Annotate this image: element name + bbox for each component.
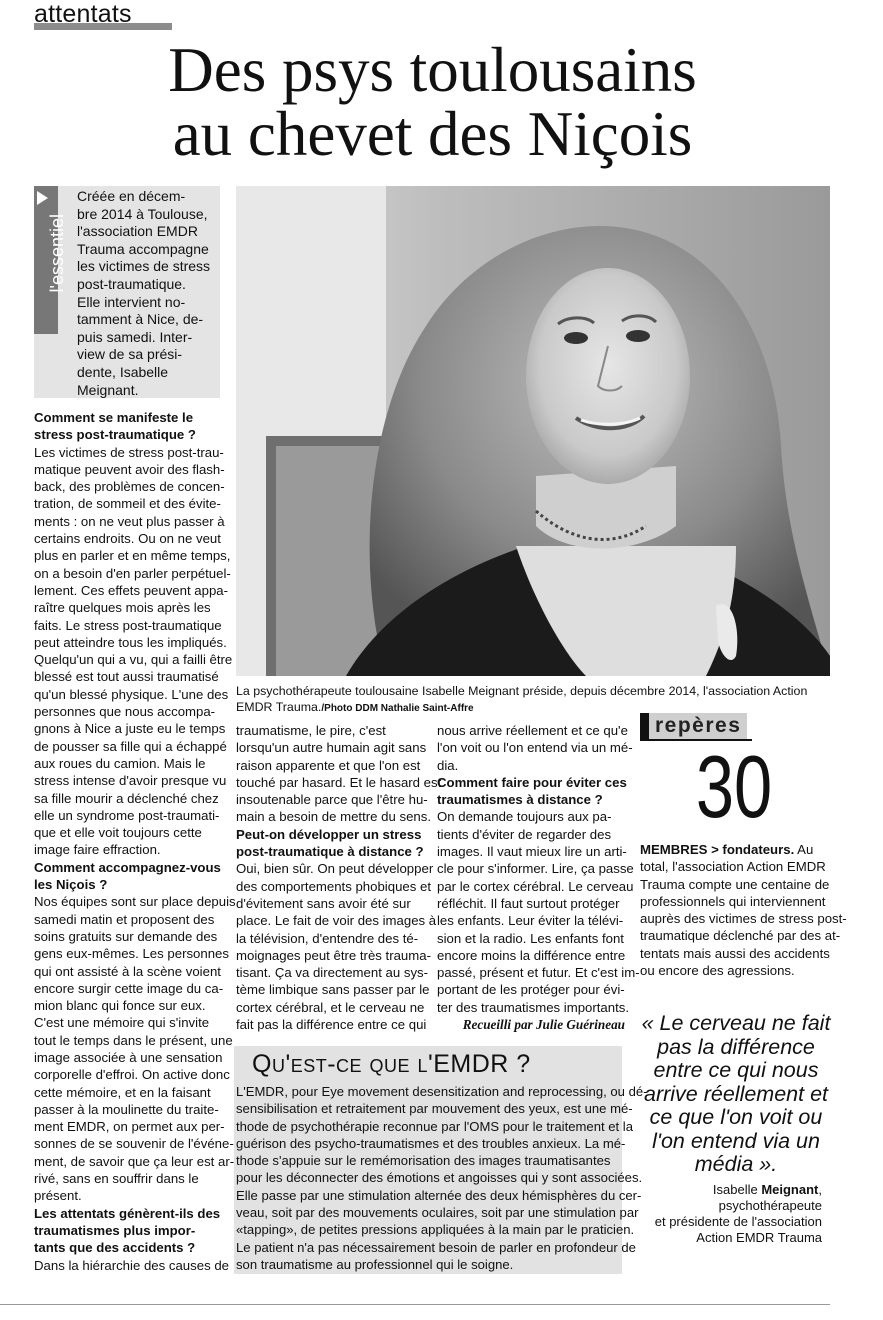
portrait-photo (236, 186, 830, 676)
text-line: encore moins la différence entre (437, 947, 626, 963)
quote-line: entre ce qui nous (653, 1058, 819, 1082)
text-line: lorsqu'un autre humain agit sans (236, 740, 427, 756)
text-line: par le cortex cérébral. Le cerveau (437, 878, 634, 894)
rubric-label: attentats (34, 0, 132, 28)
article-column-2 (236, 722, 442, 1033)
portrait-illustration (236, 186, 830, 676)
text-line: Les attentats génèrent-ils des (34, 1205, 221, 1221)
essentiel-line: view de sa prési- (77, 346, 183, 363)
text-line: passé, présent et futur. Et c'est im- (437, 965, 640, 981)
text-line: dia. (437, 757, 459, 773)
interview-answer (34, 444, 233, 859)
reperes-line: ou encore des agressions. (640, 963, 795, 979)
emdr-line: thode de psychothérapie reconnue par l'OMS pour le traitement et la (236, 1118, 634, 1134)
text-line: samedi matin et proposent des (34, 911, 215, 927)
text-line: Comment faire pour éviter ces (437, 774, 627, 790)
quote-line: média ». (694, 1152, 778, 1176)
interview-answer (34, 893, 236, 1204)
emdr-line: thode s'appuie sur le remémorisation des images traumatisantes (236, 1153, 611, 1169)
essentiel-line: l'association EMDR (77, 223, 198, 240)
headline (60, 35, 805, 169)
headline-line-1: Des psys toulousains (168, 35, 697, 105)
photo-credit: /Photo DDM Nathalie Saint-Affre (321, 702, 474, 714)
text-line: tout le temps dans le présent, une (34, 1032, 233, 1048)
text-line: rivé, sans en souffrir dans le (34, 1171, 199, 1187)
text-line: mion blanc qui fonce sur eux. (34, 998, 206, 1014)
quote-author-name (640, 1182, 822, 1198)
interview-question (34, 1205, 221, 1257)
author-last-name: Meignant (761, 1182, 819, 1197)
reperes-line: Au (794, 842, 814, 857)
interview-question (437, 774, 625, 809)
quote-line: arrive réellement et (643, 1081, 829, 1106)
text-line: images. Il vaut mieux lire un arti- (437, 844, 627, 860)
text-line: blessé est tout aussi traumatisé (34, 669, 219, 685)
text-line: qui ont assisté à la scène voient (34, 963, 221, 979)
interview-question (34, 859, 221, 894)
reperes-number: 30 (695, 737, 773, 836)
reperes-line: Trauma compte une centaine de (640, 876, 830, 892)
text-line: tients d'éviter de regarder des (437, 826, 612, 842)
text-line: elle un syndrome post-traumati- (34, 807, 220, 823)
interview-answer (34, 1257, 229, 1274)
reperes-lead: MEMBRES > fondateurs. (640, 842, 795, 857)
text-line: Les victimes de stress post-trau- (34, 444, 224, 460)
text-line: ment, de savoir que ça leur est ar- (34, 1153, 235, 1169)
text-line: traumatismes plus impor- (34, 1222, 196, 1238)
text-line: On demande toujours aux pa- (437, 809, 612, 825)
text-line: sa fille mourir a déclenché chez (34, 790, 219, 806)
text-line: faits. Le stress post-traumatique (34, 617, 222, 633)
essentiel-line: Créée en décem- (77, 188, 186, 204)
author-role-line: Action EMDR Trauma (696, 1230, 822, 1245)
text-line: personnes que nous accompa- (34, 704, 216, 720)
emdr-text (236, 1083, 648, 1273)
author-role-line: psychothérapeute (718, 1198, 822, 1213)
essentiel-line: Meignant. (77, 381, 139, 398)
text-line: Oui, bien sûr. On peut développer (236, 861, 434, 877)
author-role-line: et présidente de l'association (654, 1214, 822, 1229)
interview-answer (437, 808, 640, 1016)
reperes-line: total, l'association Action EMDR (640, 859, 826, 875)
quote-author (640, 1182, 822, 1246)
text-line: Comment accompagnez-vous (34, 859, 221, 875)
essentiel-line: dente, Isabelle (77, 363, 169, 380)
pull-quote (640, 1012, 832, 1177)
text-line: l'on voit ou l'on entend via un mé- (437, 740, 633, 756)
emdr-line: Elle passe par une stimulation alternée des deux hémisphères du cer- (236, 1187, 642, 1203)
byline: Recueilli par Julie Guérineau (462, 1017, 625, 1033)
author-first-name: Isabelle (712, 1182, 762, 1197)
text-line: gnons à Nice a juste eu le temps (34, 721, 226, 737)
quote-line: pas la différence (657, 1034, 815, 1059)
reperes-line: auprès des victimes de stress post- (640, 911, 847, 927)
text-line: sonnes de se souvenir de l'événe- (34, 1136, 234, 1152)
essentiel-line: tamment à Nice, de- (77, 311, 204, 328)
text-line: tisant. Ça va directement au sys- (236, 965, 429, 981)
reperes-marker (640, 713, 649, 741)
text-line: back, des problèmes de concen- (34, 479, 225, 495)
essentiel-line: Elle intervient no- (77, 293, 186, 310)
text-line: touché par hasard. Et le hasard est (236, 774, 442, 790)
text-line: traumatisme, le pire, c'est (236, 723, 386, 738)
author-comma: , (818, 1182, 822, 1197)
text-line: cortex cérébral, et le cerveau ne (236, 999, 425, 1015)
text-line: corporelle d'effroi. On active donc (34, 1067, 230, 1083)
text-line: ment EMDR, on permet aux per- (34, 1119, 225, 1135)
text-line: raison apparente et que l'on est (236, 757, 421, 773)
text-line: cle pour s'informer. Lire, ça passe (437, 861, 634, 877)
emdr-line: son traumatisme au professionnel qui le soigne. (236, 1256, 514, 1272)
essentiel-line: puis samedi. Inter- (77, 328, 193, 345)
text-line: lement. Ces effets peuvent appa- (34, 582, 229, 598)
text-line: nous arrive réellement et ce qu'e (437, 723, 628, 738)
text-line: cette mémoire, et en la faisant (34, 1084, 211, 1100)
headline-line-2: au chevet des Niçois (172, 99, 693, 169)
text-line: passer à la moulinette du traite- (34, 1101, 219, 1117)
reperes-line: traumatique déclenché par des at- (640, 928, 841, 944)
text-line: qu'un blessé physique. L'une des (34, 686, 229, 702)
text-line: les enfants. Leur éviter la télévi- (437, 913, 624, 929)
text-line: stress intense d'avoir presque vu (34, 773, 227, 789)
quote-line: ce que l'on voit ou (649, 1105, 823, 1129)
quote-line: « Le cerveau ne fait (641, 1011, 831, 1035)
reperes-line: professionnels qui interviennent (640, 893, 826, 909)
text-line: encore surgir cette image du ca- (34, 980, 224, 996)
text-line: aux roues du camion. Mais le (34, 755, 206, 771)
text-line: présent. (34, 1188, 82, 1204)
text-line: d'évitement sans avoir été sur (236, 895, 411, 911)
essentiel-text (77, 188, 217, 399)
text-line: réfléchit. Il faut surtout protéger (437, 895, 620, 911)
text-line: Quelqu'un qui a vu, qui a failli être (34, 652, 233, 668)
text-line: Peut-on développer un stress (236, 826, 422, 842)
emdr-line: «tapping», de petites pressions appliquées à la main par le praticien. (236, 1222, 635, 1238)
text-line: image associée à une sensation (34, 1049, 223, 1065)
text-line: Nos équipes sont sur place depuis (34, 894, 236, 910)
text-line: certains endroits. Ou on ne veut (34, 531, 221, 547)
text-line: image faire effraction. (34, 842, 161, 858)
rubric (34, 0, 174, 30)
text-line: Comment se manifeste le (34, 410, 194, 425)
text-line: tème limbique sans passer par le (236, 982, 430, 998)
emdr-line: L'EMDR, pour Eye movement desensitization and reprocessing, ou dé- (236, 1084, 648, 1099)
text-line: C'est une mémoire qui s'invite (34, 1015, 210, 1031)
emdr-line: guérison des psycho-traumatismes et des troubles anxieux. La mé- (236, 1135, 626, 1151)
interview-answer (437, 722, 633, 774)
reperes-text (640, 841, 847, 979)
reperes-line: tentats mais aussi des accidents (640, 945, 830, 961)
essentiel-line: post-traumatique. (77, 275, 186, 292)
photo-caption (236, 684, 832, 716)
essentiel-line: Trauma accompagne (77, 240, 209, 257)
text-line: fait pas la différence entre ce qui (236, 1017, 427, 1033)
text-line: raître quelques mois après les (34, 600, 211, 616)
text-line: tants que des accidents ? (34, 1240, 196, 1256)
text-line: ter des traumatismes importants. (437, 999, 630, 1015)
article-column-1 (34, 409, 236, 1274)
text-line: Dans la hiérarchie des causes de (34, 1257, 229, 1273)
emdr-line: Le patient n'a pas nécessairement besoin de parler en profondeur de (236, 1239, 636, 1255)
text-line: les Niçois ? (34, 877, 108, 893)
reperes-label: repères (649, 713, 747, 739)
text-line: de pousser sa fille qui a échappé (34, 738, 227, 754)
text-line: sion et la radio. Les enfants font (437, 930, 624, 946)
text-line: post-traumatique à distance ? (236, 844, 424, 860)
text-line: portant de les protéger pour évi- (437, 982, 625, 998)
text-line: la télévision, d'entendre des té- (236, 930, 419, 946)
text-line: stress post-traumatique ? (34, 427, 196, 443)
interview-answer (236, 722, 442, 826)
emdr-line: sensibilisation et retraitement par mouvement des yeux, est une mé- (236, 1101, 633, 1117)
arrow-right-icon (37, 191, 48, 205)
text-line: main a besoin de mettre du sens. (236, 809, 431, 825)
emdr-line: pour les déconnecter des émotions et angoisses qui y sont associées. (236, 1170, 643, 1186)
emdr-line: veau, soit par des mouvements oculaires, soit par une stimulation par (236, 1205, 639, 1221)
text-line: insoutenable parce que l'être hu- (236, 792, 428, 808)
reperes-lead-line (640, 841, 830, 858)
text-line: gens eux-mêmes. Les personnes (34, 946, 229, 962)
article-column-3 (437, 722, 640, 1033)
interview-answer (236, 860, 437, 1033)
text-line: plus en parler et en même temps, (34, 548, 231, 564)
text-line: peut atteindre tous les impliqués. (34, 634, 227, 650)
essentiel-line: les victimes de stress (77, 258, 211, 275)
bottom-rule (0, 1304, 830, 1305)
text-line: des comportements phobiques et (236, 878, 431, 894)
text-line: tration, de sommeil et des évite- (34, 496, 221, 512)
quote-line: l'on entend via un (652, 1128, 820, 1153)
caption-text: La psychothérapeute toulousaine Isabelle Meignant préside, depuis décembre 2014, l'association Action EMDR Trauma. (236, 684, 808, 714)
text-line: ments : on ne veut plus passer à (34, 513, 225, 529)
text-line: place. Le fait de voir des images à (236, 913, 437, 929)
essentiel-line: bre 2014 à Toulouse, (77, 205, 208, 222)
emdr-title: Qu'est-ce que l'EMDR ? (252, 1050, 531, 1078)
text-line: soins gratuits sur demande des (34, 928, 218, 944)
text-line: que et elle voit toujours cette (34, 825, 202, 841)
interview-question (34, 409, 218, 444)
text-line: traumatismes à distance ? (437, 792, 603, 808)
text-line: on a besoin d'en parler perpétuel- (34, 565, 231, 581)
text-line: matique peuvent avoir des flash- (34, 461, 225, 477)
text-line: moignages peut être très trauma- (236, 947, 431, 963)
interview-question (236, 826, 422, 861)
